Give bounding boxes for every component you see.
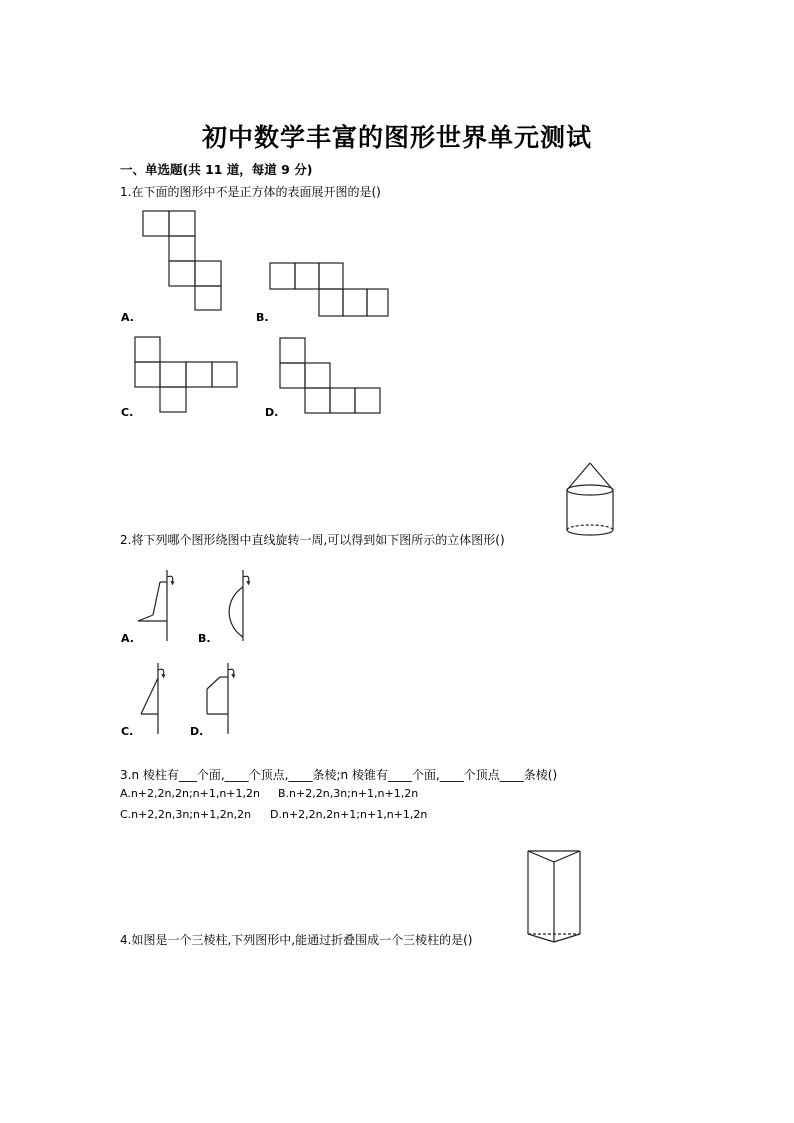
q2-option-c-shape [138, 660, 178, 740]
q1-label-a: A. [121, 311, 134, 324]
q1-net-d [278, 336, 384, 416]
page-title: 初中数学丰富的图形世界单元测试 [201, 123, 592, 152]
q1-net-b [268, 261, 393, 321]
q2-label-a: A. [121, 632, 134, 645]
q3-option-a: A.n+2,2n,2n;n+1,n+1,2n [120, 787, 260, 800]
q3-option-c: C.n+2,2n,3n;n+1,2n,2n [120, 808, 252, 821]
question-4-text: 4.如图是一个三棱柱,下列图形中,能通过折叠围成一个三棱柱的是() [120, 933, 473, 947]
q2-option-a-shape [133, 567, 183, 645]
q3-option-b: B.n+2,2n,3n;n+1,n+1,2n [278, 787, 419, 800]
q1-label-d: D. [265, 406, 279, 419]
q1-label-b: B. [256, 311, 269, 324]
q2-label-b: B. [198, 632, 211, 645]
q2-label-d: D. [190, 725, 204, 738]
section-heading: 一、单选题(共 11 道，每道 9 分) [120, 162, 313, 177]
q2-option-d-shape [200, 660, 245, 740]
question-1-text: 1.在下面的图形中不是正方体的表面展开图的是() [120, 185, 381, 199]
q1-net-a [140, 208, 230, 313]
q3-option-d: D.n+2,2n,2n+1;n+1,n+1,2n [270, 808, 428, 821]
q1-label-c: C. [121, 406, 134, 419]
q2-option-b-shape [206, 567, 256, 645]
q2-label-c: C. [121, 725, 134, 738]
question-3-text: 3.n 棱柱有___个面,____个顶点,____条棱;n 棱锥有____个面,____个顶点____条棱() [120, 768, 558, 782]
q2-solid-figure [565, 460, 617, 540]
question-2-text: 2.将下列哪个图形绕图中直线旋转一周,可以得到如下图所示的立体图形() [120, 533, 505, 547]
q1-net-c [133, 334, 243, 414]
q4-triangular-prism [526, 846, 586, 946]
